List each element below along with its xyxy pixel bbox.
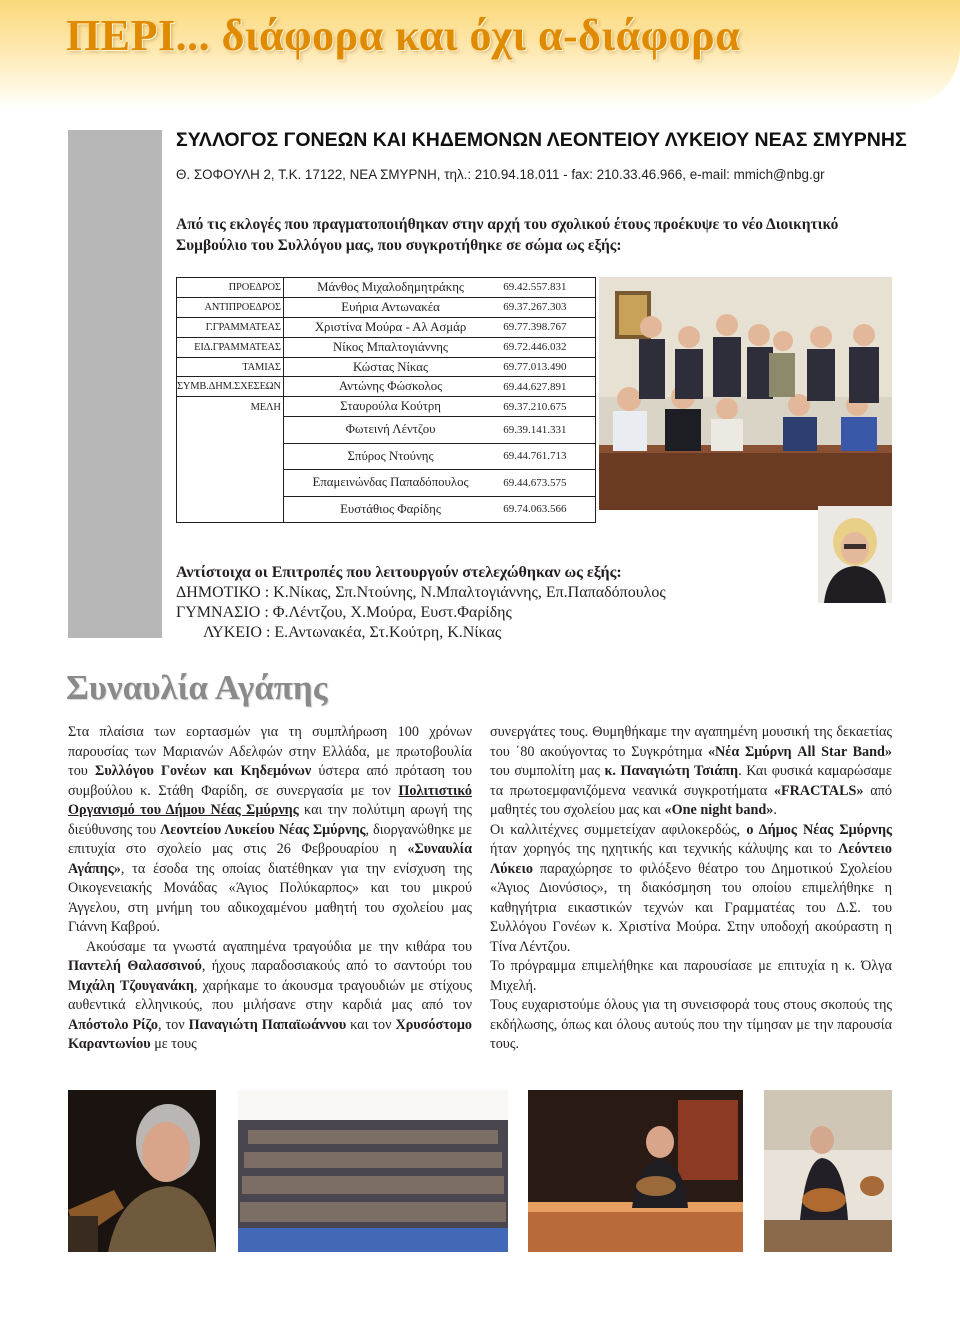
board-phone: 69.77.013.490 bbox=[497, 357, 595, 377]
board-role bbox=[177, 417, 284, 444]
table-row bbox=[177, 470, 596, 497]
board-name: Αντώνης Φώσκολος bbox=[283, 377, 497, 397]
board-name: Νίκος Μπαλτογιάννης bbox=[283, 337, 497, 357]
table-row bbox=[177, 317, 596, 337]
board-table bbox=[176, 277, 596, 523]
table-row bbox=[177, 278, 596, 298]
article-paragraph: συνεργάτες τους. Θυμηθήκαμε την αγαπημένη μουσική της δεκαετίας του ΄80 ακούγοντας το Συγκρότημα «Νέα Σμύρνη All Star Band» του συμπολίτη μας κ. Παναγιώτη Τσιάπη. Και φυσικά καμαρώσαμε τα πρωτοεμφανιζόμενα νεανικά συγκροτήματα «FRACTALS» από μαθητές του σχολείου μας και «One night band». bbox=[490, 724, 892, 818]
committee-line: ΓΥΜΝΑΣΙΟ : Φ.Λέντζου, Χ.Μούρα, Ευστ.Φαρίδης bbox=[176, 604, 512, 621]
guitarist-photo bbox=[68, 1090, 216, 1252]
board-name: Κώστας Νίκας bbox=[283, 357, 497, 377]
board-phone: 69.44.673.575 bbox=[497, 470, 595, 497]
board-name: Ευστάθιος Φαρίδης bbox=[340, 501, 441, 516]
board-name: Σπύρος Ντούνης bbox=[283, 443, 497, 470]
board-name: Ευήρια Αντωνακέα bbox=[283, 297, 497, 317]
article-column-right bbox=[490, 723, 892, 1055]
side-bar-decoration bbox=[68, 130, 162, 638]
guitar-duo-photo bbox=[764, 1090, 892, 1252]
committees-heading: Αντίστοιχα οι Επιτροπές που λειτουργούν στελεχώθηκαν ως εξής: bbox=[176, 564, 622, 581]
committees-section bbox=[176, 563, 796, 643]
board-role: ΕΙΔ.ΓΡΑΜΜΑΤΕΑΣ bbox=[177, 337, 284, 357]
article-paragraph: Στα πλαίσια των εορτασμών για τη συμπλήρωση 100 χρόνων παρουσίας των Μαριανών Αδελφών στην Ελλάδα, με πρωτοβουλία του Συλλόγου Γονέων και Κηδεμόνων ύστερα από πρόταση του συμβούλου κ. Στάθη Φαρίδη, σε συνεργασία με τον Πολιτιστικό Οργανισμό του Δήμου Νέας Σμύρνης και την πολύτιμη αρωγή της διεύθυνσης του Λεοντείου Λυκείου Νέας Σμύρνης, διοργανώθηκε με επιτυχία στο σχολείο μας στις 26 Φεβρουαρίου η «Συναυλία Αγάπης», τα έσοδα της οποίας διατέθηκαν για την ενίσχυση της Οικογενειακής Μονάδας «Άγιος Πολύκαρπος» και του μικρού Άγγελου, στη μνήμη του αδικοχαμένου μαθητή του σχολείου μας Γιάννη Καβρού. bbox=[68, 724, 472, 935]
board-phone: 69.44.761.713 bbox=[497, 443, 595, 470]
article-paragraph: Τους ευχαριστούμε όλους για τη συνεισφορά τους στους σκοπούς της εκδήλωσης, όπως και όλους αυτούς που την τίμησαν με την παρουσία τους. bbox=[490, 997, 892, 1052]
board-role: ΠΡΟΕΔΡΟΣ bbox=[177, 278, 284, 298]
article-paragraph: Το πρόγραμμα επιμελήθηκε και παρουσίασε με επιτυχία η κ. Όλγα Μιχελή. bbox=[490, 958, 892, 994]
stage-performer-photo bbox=[528, 1090, 743, 1252]
board-phone: 69.42.557.831 bbox=[497, 278, 595, 298]
board-role bbox=[177, 470, 284, 497]
board-role bbox=[177, 496, 284, 523]
board-phone: 69.37.267.303 bbox=[497, 297, 595, 317]
table-row bbox=[177, 337, 596, 357]
board-phone: 69.44.627.891 bbox=[497, 377, 595, 397]
board-name: Φωτεινή Λέντζου bbox=[283, 417, 497, 444]
board-phone: 69.74.063.566 bbox=[503, 503, 567, 516]
board-phone: 69.77.398.767 bbox=[497, 317, 595, 337]
board-phone: 69.72.446.032 bbox=[497, 337, 595, 357]
board-role: ΣΥΜΒ.ΔΗΜ.ΣΧΕΣΕΩΝ bbox=[177, 377, 284, 397]
intro-text: Από τις εκλογές που πραγματοποιήθηκαν στην αρχή του σχολικού έτους προέκυψε το νέο Διοικητικό Συμβούλιο του Συλλόγου μας, που συγκροτήθηκε σε σώμα ως εξής: bbox=[176, 216, 839, 254]
board-name: Επαμεινώνδας Παπαδόπουλος bbox=[283, 470, 497, 497]
portrait-photo bbox=[818, 506, 892, 603]
table-row bbox=[177, 443, 596, 470]
organization-name: ΣΥΛΛΟΓΟΣ ΓΟΝΕΩΝ ΚΑΙ ΚΗΔΕΜΟΝΩΝ ΛΕΟΝΤΕΙΟΥ ΛΥΚΕΙΟΥ ΝΕΑΣ ΣΜΥΡΝΗΣ bbox=[176, 129, 907, 151]
article-title: Συναυλία Αγάπης bbox=[66, 668, 328, 707]
article-column-left bbox=[68, 723, 472, 1055]
organization-address: Θ. ΣΟΦΟΥΛΗ 2, Τ.Κ. 17122, ΝΕΑ ΣΜΥΡΝΗ, τηλ.: 210.94.18.011 - fax: 210.33.46.966, e-mail: mmich@nbg.gr bbox=[176, 167, 825, 182]
committee-line: ΛΥΚΕΙΟ : Ε.Αντωνακέα, Στ.Κούτρη, Κ.Νίκας bbox=[203, 624, 502, 641]
page-title: ΠΕΡΙ... διάφορα και όχι α-διάφορα bbox=[66, 11, 741, 60]
board-role: ΤΑΜΙΑΣ bbox=[177, 357, 284, 377]
board-name: Χριστίνα Μούρα - Αλ Ασμάρ bbox=[283, 317, 497, 337]
board-role bbox=[177, 443, 284, 470]
board-role: ΜΕΛΗ bbox=[177, 397, 284, 417]
table-row bbox=[177, 397, 596, 417]
article-paragraph: Οι καλλιτέχνες συμμετείχαν αφιλοκερδώς, ο Δήμος Νέας Σμύρνης ήταν χορηγός της ηχητικής και τεχνικής κάλυψης και το Λεόντειο Λύκειο παραχώρησε το φιλόξενο θέατρο του Δημοτικού Σχολείου «Άγιος Διονύσιος», τη διακόσμηση του οποίου επιμελήθηκε η καθηγήτρια εικαστικών τεχνών και Γραμματέας του Δ.Σ. του Συλλόγου Γονέων κ. Χριστίνα Μούρα. Στην υποδοχή ακούραστη η Τίνα Λέντζου. bbox=[490, 821, 892, 955]
board-role: Γ.ΓΡΑΜΜΑΤΕΑΣ bbox=[177, 317, 284, 337]
board-phone: 69.39.141.331 bbox=[497, 417, 595, 444]
board-role: ΑΝΤΙΠΡΟΕΔΡΟΣ bbox=[177, 297, 284, 317]
group-photo bbox=[599, 277, 892, 510]
board-phone: 69.37.210.675 bbox=[497, 397, 595, 417]
table-row bbox=[177, 496, 596, 523]
table-row bbox=[177, 297, 596, 317]
table-row bbox=[177, 417, 596, 444]
board-name: Μάνθος Μιχαλοδημητράκης bbox=[283, 278, 497, 298]
table-row bbox=[177, 377, 596, 397]
committee-line: ΔΗΜΟΤΙΚΟ : Κ.Νίκας, Σπ.Ντούνης, Ν.Μπαλτογιάννης, Επ.Παπαδόπουλος bbox=[176, 584, 666, 601]
article-paragraph: Ακούσαμε τα γνωστά αγαπημένα τραγούδια με την κιθάρα του Παντελή Θαλασσινού, ήχους παραδοσιακούς από το σαντούρι του Μιχάλη Τζουγανάκη, χαρήκαμε το άκουσμα τραγουδιών με στίχους αυθεντικά ελληνικούς, που μιλήσανε στην καρδιά μας από τον Απόστολο Ρίζο, τον Παναγιώτη Παπαϊωάννου και τον Χρυσόστομο Καραντωνίου με τους bbox=[68, 938, 472, 1052]
table-row bbox=[177, 357, 596, 377]
audience-photo bbox=[238, 1090, 508, 1252]
board-name: Σταυρούλα Κούτρη bbox=[283, 397, 497, 417]
